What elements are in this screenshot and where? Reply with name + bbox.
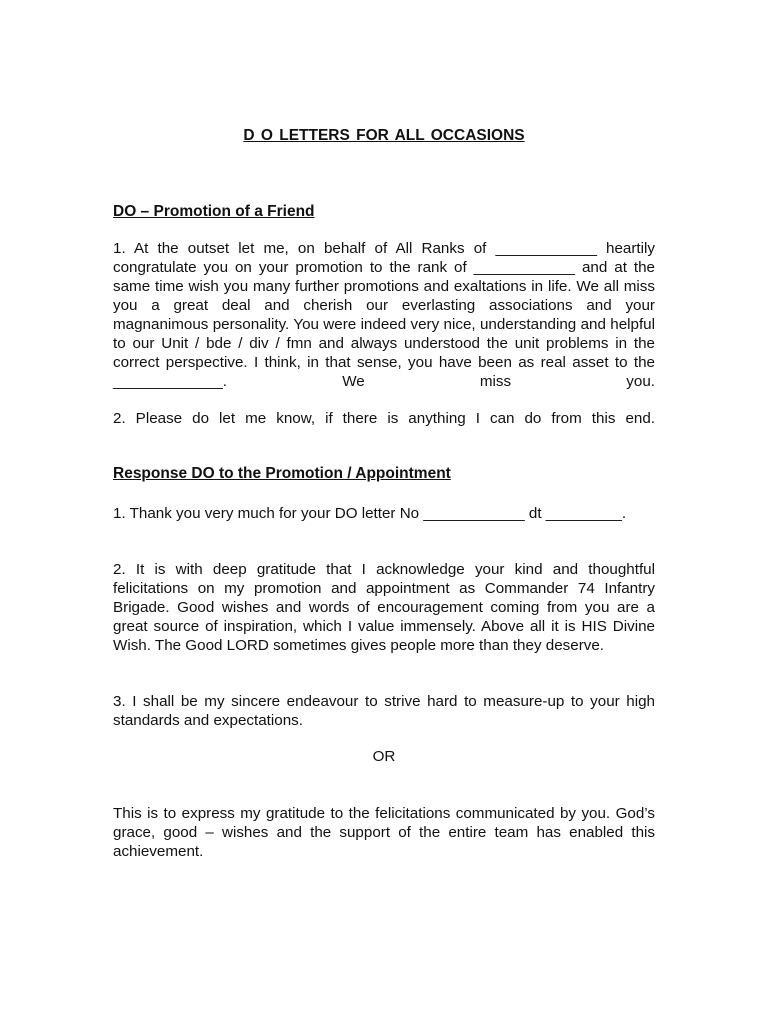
document-page: [113, 0, 655, 1024]
or-label: OR: [372, 748, 396, 765]
response-paragraph-1: 1. Thank you very much for your DO letter No ____________ dt _________.: [113, 505, 627, 522]
response-paragraph-3: 3. I shall be my sincere endeavour to strive hard to measure-up to your high standards and expectations.: [113, 693, 655, 729]
section-heading-promotion: DO – Promotion of a Friend: [113, 203, 315, 220]
promotion-paragraph-1: 1. At the outset let me, on behalf of All Ranks of ____________ heartily congratulate you on your promotion to the rank of ____________ and at the same time wish you many further promotions and exaltations in life. We all miss you a great deal and cherish our everlasting associations and your magnanimous personality. You were indeed very nice, understanding and helpful to our Unit / bde / div / fmn and always understood the unit problems in the correct perspective. I think, in that sense, you have been as real asset to the _____________. We miss you.: [113, 240, 655, 390]
or-separator: [113, 748, 655, 765]
document-title: D O LETTERS FOR ALL OCCASIONS: [243, 127, 525, 144]
response-paragraph-2: 2. It is with deep gratitude that I acknowledge your kind and thoughtful felicitations on my promotion and appointment as Commander 74 Infantry Brigade. Good wishes and words of encouragement coming from you are a great source of inspiration, which I value immensely. Above all it is HIS Divine Wish. The Good LORD sometimes gives people more than they deserve.: [113, 561, 655, 654]
promotion-paragraph-2: 2. Please do let me know, if there is anything I can do from this end.: [113, 410, 655, 427]
response-paragraph-4: This is to express my gratitude to the felicitations communicated by you. God’s grace, good – wishes and the support of the entire team has enabled this achievement.: [113, 805, 655, 860]
section-heading-response: Response DO to the Promotion / Appointment: [113, 465, 451, 482]
